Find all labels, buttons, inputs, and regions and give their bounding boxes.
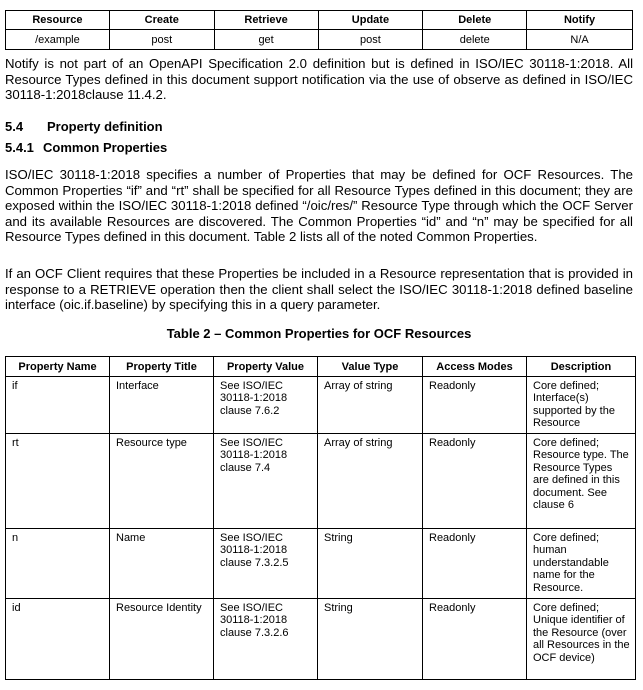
subsection-title: Common Properties (43, 140, 168, 155)
column-header-access-modes: Access Modes (423, 357, 527, 377)
table-cell: Readonly (423, 434, 527, 529)
table-cell: delete (423, 30, 527, 50)
section-heading (5, 119, 163, 134)
properties-header-row (6, 357, 636, 377)
table-cell: get (214, 30, 318, 50)
table-cell: See ISO/IEC 30118-1:2018 clause 7.6.2 (214, 377, 318, 434)
table-cell: rt (6, 434, 110, 529)
table-cell: Readonly (423, 529, 527, 599)
table-cell: See ISO/IEC 30118-1:2018 clause 7.3.2.6 (214, 599, 318, 680)
column-header-retrieve: Retrieve (214, 11, 318, 30)
table-cell: /example (6, 30, 110, 50)
table-cell: Resource Identity (110, 599, 214, 680)
table-cell: if (6, 377, 110, 434)
table-row (6, 30, 633, 50)
method-table-header-row (6, 11, 633, 30)
table-cell: post (318, 30, 423, 50)
table-cell: Readonly (423, 377, 527, 434)
common-properties-paragraph: ISO/IEC 30118-1:2018 specifies a number of Properties that may be defined for OCF Resources. The Common Properties “if” and “rt” shall be specified for all Resource Types defined in this document; they are exposed within the ISO/IEC 30118-1:2018 defined “/oic/res/” Resource Type through which the OCF Server and its available Resources are discovered. The Common Properties “id” and “n” may be specified for all Resource Types defined in this document. Table 2 lists all of the noted Common Properties. (5, 167, 633, 245)
table-cell: Core defined; Unique identifier of the Resource (over all Resources in the OCF device) (527, 599, 636, 680)
table-cell: String (318, 529, 423, 599)
table-cell: id (6, 599, 110, 680)
method-table (5, 10, 633, 50)
table-cell: Array of string (318, 434, 423, 529)
column-header-notify: Notify (527, 11, 633, 30)
table-cell: n (6, 529, 110, 599)
table-cell: Name (110, 529, 214, 599)
subsection-number: 5.4.1 (5, 140, 34, 155)
column-header-update: Update (318, 11, 423, 30)
column-header-value-type: Value Type (318, 357, 423, 377)
table-cell: N/A (527, 30, 633, 50)
table-cell: Core defined; Resource type. The Resource Types are defined in this document. See clause 6 (527, 434, 636, 529)
table-cell: See ISO/IEC 30118-1:2018 clause 7.4 (214, 434, 318, 529)
common-properties-table (5, 356, 636, 680)
table-cell: Interface (110, 377, 214, 434)
table-caption: Table 2 – Common Properties for OCF Resources (166, 326, 472, 341)
table-row (6, 377, 636, 434)
section-number: 5.4 (5, 119, 24, 134)
subsection-heading (5, 140, 167, 155)
table-row (6, 599, 636, 680)
table-cell: post (109, 30, 214, 50)
table-cell: Core defined; human understandable name for the Resource. (527, 529, 636, 599)
notify-paragraph: Notify is not part of an OpenAPI Specification 2.0 definition but is defined in ISO/IEC 30118-1:2018. All Resource Types defined in this document support notification via the use of observe as defined in ISO/IEC 30118-1:2018clause 11.4.2. (5, 56, 633, 103)
column-header-delete: Delete (423, 11, 527, 30)
table-cell: Resource type (110, 434, 214, 529)
column-header-create: Create (109, 11, 214, 30)
table-cell: String (318, 599, 423, 680)
section-title: Property definition (47, 119, 163, 134)
table-cell: Readonly (423, 599, 527, 680)
table-cell: See ISO/IEC 30118-1:2018 clause 7.3.2.5 (214, 529, 318, 599)
table-row (6, 529, 636, 599)
column-header-property-value: Property Value (214, 357, 318, 377)
column-header-property-title: Property Title (110, 357, 214, 377)
column-header-description: Description (527, 357, 636, 377)
table-row (6, 434, 636, 529)
client-paragraph: If an OCF Client requires that these Properties be included in a Resource representation that is provided in response to a RETRIEVE operation then the client shall select the ISO/IEC 30118-1:2018 defined baseline interface (oic.if.baseline) by specifying this in a query parameter. (5, 266, 633, 313)
table-cell: Array of string (318, 377, 423, 434)
table-cell: Core defined; Interface(s) supported by the Resource (527, 377, 636, 434)
column-header-resource: Resource (6, 11, 110, 30)
column-header-property-name: Property Name (6, 357, 110, 377)
